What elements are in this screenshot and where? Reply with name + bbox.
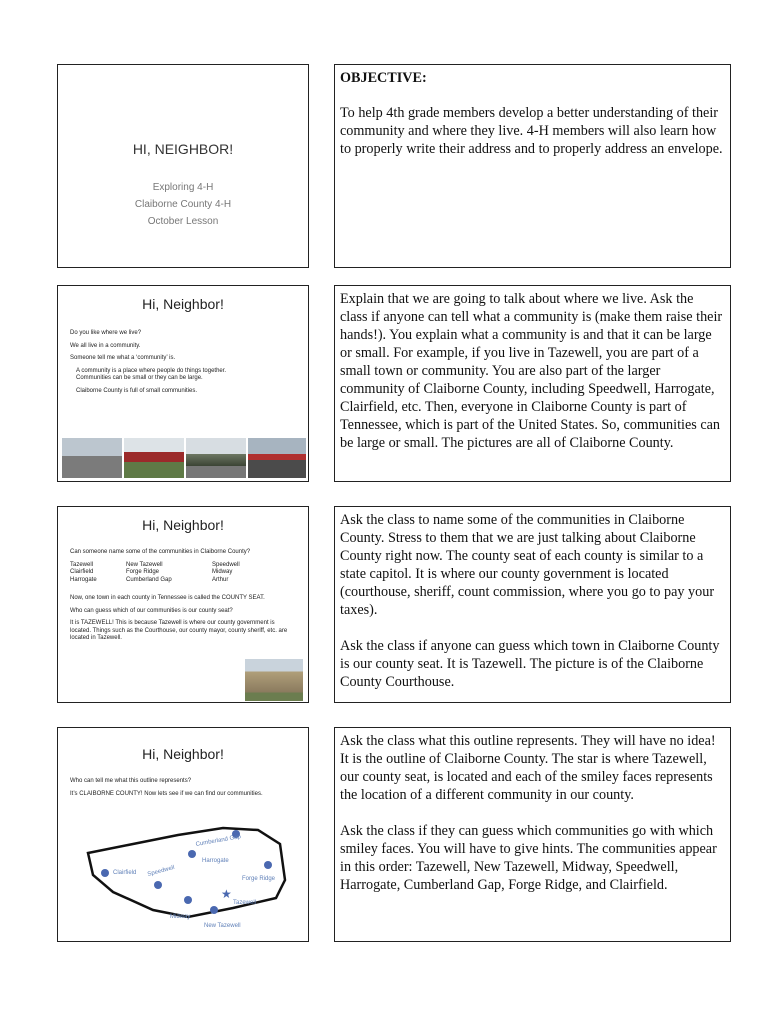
slide-2-line: Claiborne County is full of small communities. — [76, 387, 198, 394]
community-name: Harrogate — [70, 576, 97, 583]
map-label: Midway — [170, 914, 191, 920]
slide-4-line: Who can tell me what this outline represents? — [70, 778, 192, 784]
community-name: Arthur — [212, 576, 229, 583]
note-4-paragraph-2: Ask the class if they can guess which communities go with which smiley faces. You will have to give hints. The communities appear in this order: Tazewell, New Tazewell, Midway, Speedwell, Harrogate, Cumberland Gap, Forge Ridge, and Clairfield. — [340, 823, 717, 893]
community-name: New Tazewell — [126, 561, 163, 568]
map-label: Cumberland Gap — [195, 834, 242, 848]
county-outline-map — [58, 820, 308, 940]
community-name: Midway — [212, 569, 233, 575]
slide-2-line: A community is a place where people do things together. Communities can be small or they can be large. — [76, 367, 227, 381]
objective-text: To help 4th grade members develop a better understanding of their community and where they live. 4-H members will also learn how to properly write their address and to properly address an envelope. — [340, 105, 723, 157]
slide-2-line: Do you like where we live? — [70, 330, 142, 336]
slide-2-line: We all live in a community. — [70, 342, 141, 349]
slide-3-question: Can someone name some of the communities in Claiborne County? — [70, 549, 251, 555]
community-photo — [62, 438, 122, 478]
slide-4 — [57, 727, 309, 942]
map-label: Tazewell — [233, 900, 257, 906]
slide-1-line: October Lesson — [147, 216, 219, 227]
slide-3 — [57, 506, 309, 703]
map-label: New Tazewell — [204, 923, 241, 929]
note-4-paragraph-1: Ask the class what this outline represents. They will have no idea! It is the outline of Claiborne County. The star is where Tazewell, our county seat, is located and each of the smiley faces represents the location of a different community in our county. — [340, 733, 716, 803]
slide-4-title: Hi, Neighbor! — [142, 746, 224, 762]
community-photo — [124, 438, 184, 478]
map-label: Speedwell — [146, 864, 176, 878]
slide-3-line: Who can guess which of our communities is our county seat? — [70, 607, 233, 614]
note-2-text: Explain that we are going to talk about where we live. Ask the class if anyone can tell what a community is (make them raise their hands!). You explain what a community is and that it can be large or small. For example, if you live in Tazewell, you are part of a small town or community. You are also part of the larger community of Claiborne County, including Speedwell, Harrogate, Clairfield, etc. Then, everyone in Claiborne County is part of Tennessee, which is part of the United States. So, communities can be large or small. The pictures are all of Claiborne County. — [340, 291, 723, 451]
slide-2-title: Hi, Neighbor! — [142, 296, 224, 312]
community-name: Forge Ridge — [126, 569, 160, 575]
slide-1-line: Exploring 4-H — [152, 182, 214, 193]
community-name: Tazewell — [70, 561, 94, 568]
objective-heading: OBJECTIVE: — [340, 70, 427, 86]
slide-2 — [57, 285, 309, 482]
map-label: Clairfield — [113, 870, 137, 876]
courthouse-photo — [245, 659, 303, 701]
note-1 — [334, 64, 731, 268]
community-name: Cumberland Gap — [126, 576, 172, 583]
map-label: Forge Ridge — [242, 876, 276, 882]
map-label: Harrogate — [202, 858, 229, 864]
note-3-paragraph-2: Ask the class if anyone can guess which town in Claiborne County is our county seat. It is Tazewell. The picture is of the Claiborne County Courthouse. — [340, 638, 720, 690]
note-3-paragraph-1: Ask the class to name some of the communities in Claiborne County. Stress to them that we are just talking about Claiborne County right now. The county seat of each county is similar to a state capitol. It is where our county government is located (courthouse, sheriff, count commission, where you go to pay your taxes). — [340, 512, 715, 618]
community-name: Speedwell — [212, 561, 240, 568]
community-photo — [186, 438, 246, 478]
slide-1 — [57, 64, 309, 268]
slide-1-line: Claiborne County 4-H — [134, 199, 232, 210]
slide-1-title: HI, NEIGHBOR! — [132, 141, 234, 157]
slide-3-line: It is TAZEWELL! This is because Tazewell is where our county government is located. Things such as the Courthouse, our county mayor, county sheriff, etc. are located in Tazewell. — [70, 620, 288, 641]
slide-2-line: Someone tell me what a ‘community’ is. — [70, 355, 176, 361]
community-photo — [248, 438, 306, 478]
slide-3-title: Hi, Neighbor! — [142, 517, 224, 533]
note-3 — [334, 506, 731, 703]
svg-text:★: ★ — [221, 887, 232, 901]
community-name: Clairfield — [70, 569, 94, 575]
note-2 — [334, 285, 731, 482]
note-4 — [334, 727, 731, 942]
slide-4-line: It’s CLAIBORNE COUNTY! Now lets see if we can find our communities. — [70, 790, 263, 797]
slide-3-line: Now, one town in each county in Tennessee is called the COUNTY SEAT. — [70, 595, 265, 601]
